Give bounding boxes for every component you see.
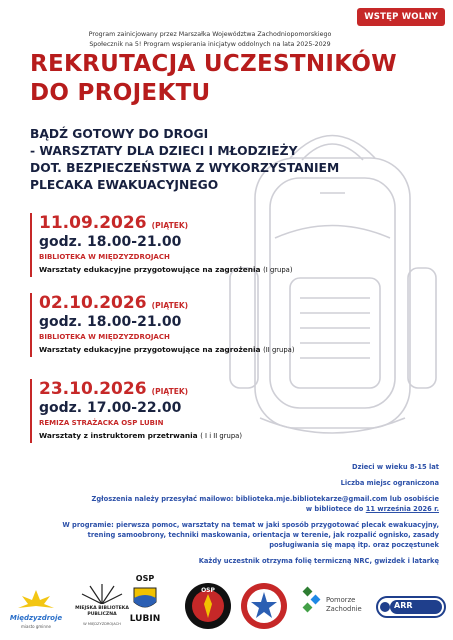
program-line-2: trening samoobrony, techniki maskowania, orientacja w terenie, jak rozpalić ognisko, zasady [87,531,439,539]
osp-bottom-text: LUBIN [129,614,161,624]
pomorze-zachodnie-logo [300,584,368,630]
info-gift: Każdy uczestnik otrzyma folię termiczną NRC, gwizdek i latarkę [198,557,439,565]
info-program [19,520,439,550]
event-description [39,263,293,277]
program-intro [60,30,360,50]
coat-of-arms-icon [132,586,158,612]
program-line-3: posługiwania się mapą itp. oraz poczęstunek [269,541,439,549]
title-line-1: REKRUTACJA UCZESTNIKÓW [30,51,397,77]
info-limit: Liczba miejsc ograniczona [340,479,439,487]
title-line-2: DO PROJEKTU [30,80,211,106]
info-block [19,462,439,572]
event-desc-text: Warsztaty edukacyjne przygotowujące na zagrożenia [39,345,261,354]
intro-line-1: Program zainicjowany przez Marszałka Województwa Zachodniopomorskiego [88,31,332,38]
event-description [39,343,295,357]
signup-line-2a: w bibliotece do [305,505,364,513]
sun-icon [6,588,66,614]
event-group: (II grupa) [263,346,295,354]
event-time: godz. 18.00-21.00 [39,234,182,250]
signup-line-1[interactable]: Zgłoszenia należy przesyłać mailowo: biblioteka.mje.bibliotekarze@gmail.com lub osobiście [91,495,439,503]
pomorze-line-1: Pomorze [326,596,356,604]
library-subtext: W MIĘDZYZDROJACH [83,622,121,626]
miedzyzdroje-logo [6,588,66,632]
arr-logo [376,596,446,618]
region-icon [300,584,326,620]
scouting-logo [240,582,288,630]
event-date-line [39,379,242,399]
event-1 [30,213,293,277]
page-subtitle [30,126,339,194]
osp-round-text: OSP [201,587,215,594]
event-place: REMIZA STRAŻACKA OSP LUBIN [39,419,164,427]
event-day: (PIĄTEK) [151,221,189,230]
signup-deadline: 11 września 2026 r. [365,505,439,513]
library-logo [74,582,130,632]
info-signup [19,494,439,514]
event-date-line [39,213,293,233]
event-2 [30,293,295,357]
intro-line-2: Społecznik na 5! Program wspierania inicjatyw oddolnych na lata 2025-2029 [89,41,331,48]
scout-badge-icon [240,582,288,630]
subtitle-line-3: DOT. BEZPIECZEŃSTWA Z WYKORZYSTANIEM [30,161,340,175]
event-group: ( I i II grupa) [200,432,242,440]
osp-lubin-logo [129,574,161,634]
event-date-line [39,293,295,313]
sponsor-logos [0,574,453,634]
subtitle-line-4: PLECAKA EWAKUACYJNEGO [30,178,219,192]
event-date: 23.10.2026 [39,379,147,399]
miedzyzdroje-tagline: miasto gminne [21,624,51,629]
arr-text: ARR [394,601,413,610]
book-rays-icon [74,582,130,604]
event-date: 11.09.2026 [39,213,147,233]
event-3 [30,379,242,443]
subtitle-line-2: - WARSZTATY DLA DZIECI I MŁODZIEŻY [30,144,298,158]
event-desc-text: Warsztaty z instruktorem przetrwania [39,431,198,440]
page-title [30,50,397,108]
free-entry-badge: WSTĘP WOLNY [357,8,445,26]
subtitle-line-1: BĄDŹ GOTOWY DO DROGI [30,127,209,141]
info-age: Dzieci w wieku 8-15 lat [352,463,439,471]
osp-top-text: OSP [135,574,155,583]
event-place: BIBLIOTEKA W MIĘDZYZDROJACH [39,333,170,341]
event-place: BIBLIOTEKA W MIĘDZYZDROJACH [39,253,170,261]
program-line-1: W programie: pierwsza pomoc, warsztaty na temat w jaki sposób przygotować plecak ewakuacyjny, [62,521,439,529]
pomorze-line-2: Zachodnie [326,605,362,613]
event-day: (PIĄTEK) [151,387,189,396]
event-desc-text: Warsztaty edukacyjne przygotowujące na zagrożenia [39,265,261,274]
event-time: godz. 17.00-22.00 [39,400,182,416]
library-text: MIEJSKA BIBLIOTEKA PUBLICZNA [75,606,129,617]
event-group: (I grupa) [263,266,293,274]
event-day: (PIĄTEK) [151,301,189,310]
event-description [39,429,242,443]
osp-round-logo [184,582,232,630]
miedzyzdroje-text: Międzyzdroje [9,614,63,622]
event-date: 02.10.2026 [39,293,147,313]
pomorze-text [326,596,368,614]
event-time: godz. 18.00-21.00 [39,314,182,330]
